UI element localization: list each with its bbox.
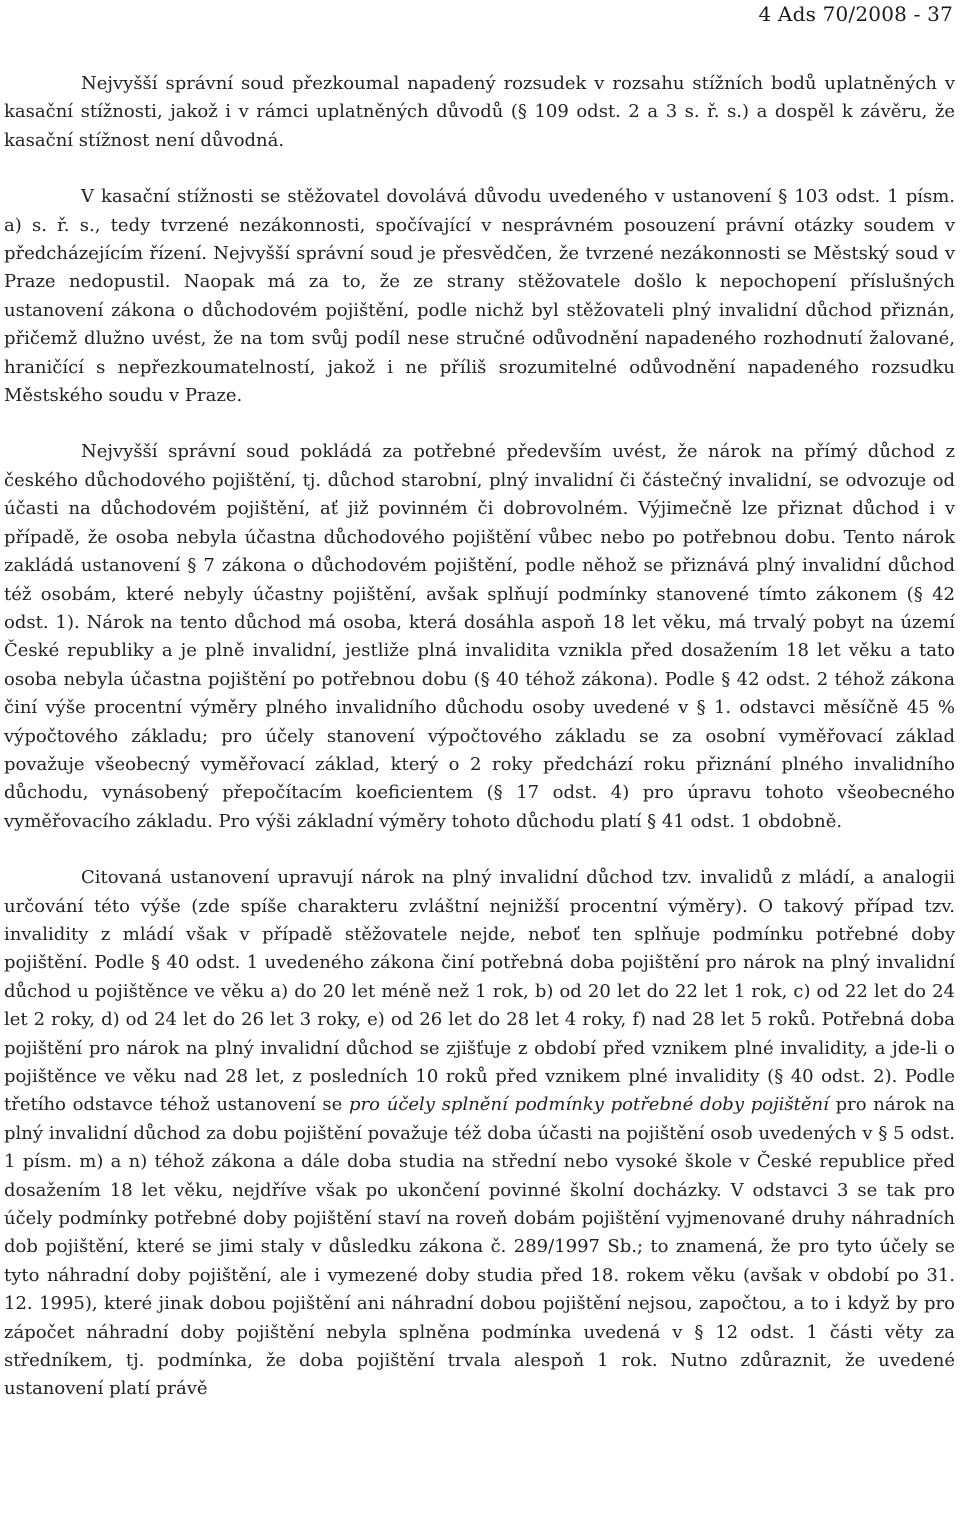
paragraph-1-text: Nejvyšší správní soud přezkoumal napadený rozsudek v rozsahu stížních bodů uplatněných v kasační stížnosti, jakož i v rámci uplatněných důvodů (§ 109 odst. 2 a 3 s. ř. s.) a dospěl k závěru, že kasační stížnost není důvodná. [4,73,955,151]
page-header-case-number: 4 Ads 70/2008 - 37 [758,2,953,26]
paragraph-4-text-part-1: Citovaná ustanovení upravují nárok na plný invalidní důchod tzv. invalidů z mládí, a analogii určování této výše (zde spíše charakteru zvláštní nejnižší procentní výměry). O takový případ tzv. invalidity z mládí však v případě stěžovatele nejde, neboť ten splňuje podmínku potřebné doby pojištění. Podle § 40 odst. 1 uvedeného zákona činí potřebná doba pojištění pro nárok na plný invalidní důchod u pojištěnce ve věku a) do 20 let méně než 1 rok, b) od 20 let do 22 let 1 rok, c) od 22 let do 24 let 2 roky, d) od 24 let do 26 let 3 roky, e) od 26 let do 28 let 4 roky, f) nad 28 let 5 roků. Potřebná doba pojištění pro nárok na plný invalidní důchod se zjišťuje z období před vznikem plné invalidity, a jde-li o pojištěnce ve věku nad 28 let, z posledních 10 roků před vznikem plné invalidity (§ 40 odst. 2). Podle třetího odstavce téhož ustanovení se [4,867,955,1116]
paragraph-2-text: V kasační stížnosti se stěžovatel dovolává důvodu uvedeného v ustanovení § 103 odst. 1 písm. a) s. ř. s., tedy tvrzené nezákonnosti, spočívající v nesprávném posouzení právní otázky soudem v předcházejícím řízení. Nejvyšší správní soud je přesvědčen, že tvrzené nezákonnosti se Městský soud v Praze nedopustil. Naopak má za to, že ze strany stěžovatele došlo k nepochopení příslušných ustanovení zákona o důchodovém pojištění, podle nichž byl stěžovateli plný invalidní důchod přiznán, přičemž dlužno uvést, že na tom svůj podíl nese stručné odůvodnění napadeného rozhodnutí žalované, hraničící s nepřezkoumatelností, jakož i ne příliš srozumitelné odůvodnění napadeného rozsudku Městského soudu v Praze. [4,186,955,407]
paragraph-3-text: Nejvyšší správní soud pokládá za potřebné především uvést, že nárok na přímý důchod z českého důchodového pojištění, tj. důchod starobní, plný invalidní či částečný invalidní, se odvozuje od účasti na důchodovém pojištění, ať již povinném či dobrovolném. Výjimečně lze přiznat důchod i v případě, že osoba nebyla účastna důchodového pojištění vůbec nebo po potřebnou dobu. Tento nárok zakládá ustanovení § 7 zákona o důchodovém pojištění, podle něhož se přiznává plný invalidní důchod též osobám, které nebyly účastny pojištění, avšak splňují podmínky stanovené tímto zákonem (§ 42 odst. 1). Nárok na tento důchod má osoba, která dosáhla aspoň 18 let věku, má trvalý pobyt na území České republiky a je plně invalidní, jestliže plná invalidita vznikla před dosažením 18 let věku a tato osoba nebyla účastna pojištění po potřebnou dobu (§ 40 téhož zákona). Podle § 42 odst. 2 téhož zákona činí výše procentní výměry plného invalidního důchodu osoby uvedené v § 1. odstavci měsíčně 45 % výpočtového základu; pro účely stanovení výpočtového základu se za osobní vyměřovací základ považuje všeobecný vyměřovací základ, který o 2 roky předchází roku přiznání plného invalidního důchodu, vynásobený přepočítacím koeficientem (§ 17 odst. 4) pro úpravu tohoto všeobecného vyměřovacího základu. Pro výši základní výměry tohoto důchodu platí § 41 odst. 1 obdobně. [4,441,955,832]
paragraph-3 [4,438,955,836]
paragraph-4 [4,864,955,1404]
paragraph-2 [4,183,955,410]
paragraph-1 [4,70,955,155]
document-body [4,70,955,1404]
paragraph-4-text-part-2: pro nárok na plný invalidní důchod za dobu pojištění považuje též doba účasti na pojištění osob uvedených v § 5 odst. 1 písm. m) a n) téhož zákona a dále doba studia na střední nebo vysoké škole v České republice před dosažením 18 let věku, nejdříve však po ukončení povinné školní docházky. V odstavci 3 se tak pro účely podmínky potřebné doby pojištění staví na roveň dobám pojištění vyjmenované druhy náhradních dob pojištění, které se jimi staly v důsledku zákona č. 289/1997 Sb.; to znamená, že pro tyto účely se tyto náhradní doby pojištění, ale i vymezené doby studia před 18. rokem věku (avšak v období po 31. 12. 1995), které jinak dobou pojištění ani náhradní dobou pojištění nejsou, započtou, a to i když by pro zápočet náhradní doby pojištění nebyla splněna podmínka uvedená v § 12 odst. 1 části věty za středníkem, tj. podmínka, že doba pojištění trvala alespoň 1 rok. Nutno zdůraznit, že uvedené ustanovení platí právě [4,1094,955,1400]
paragraph-4-italic-emphasis: pro účely splnění podmínky potřebné doby pojištění [349,1094,829,1116]
